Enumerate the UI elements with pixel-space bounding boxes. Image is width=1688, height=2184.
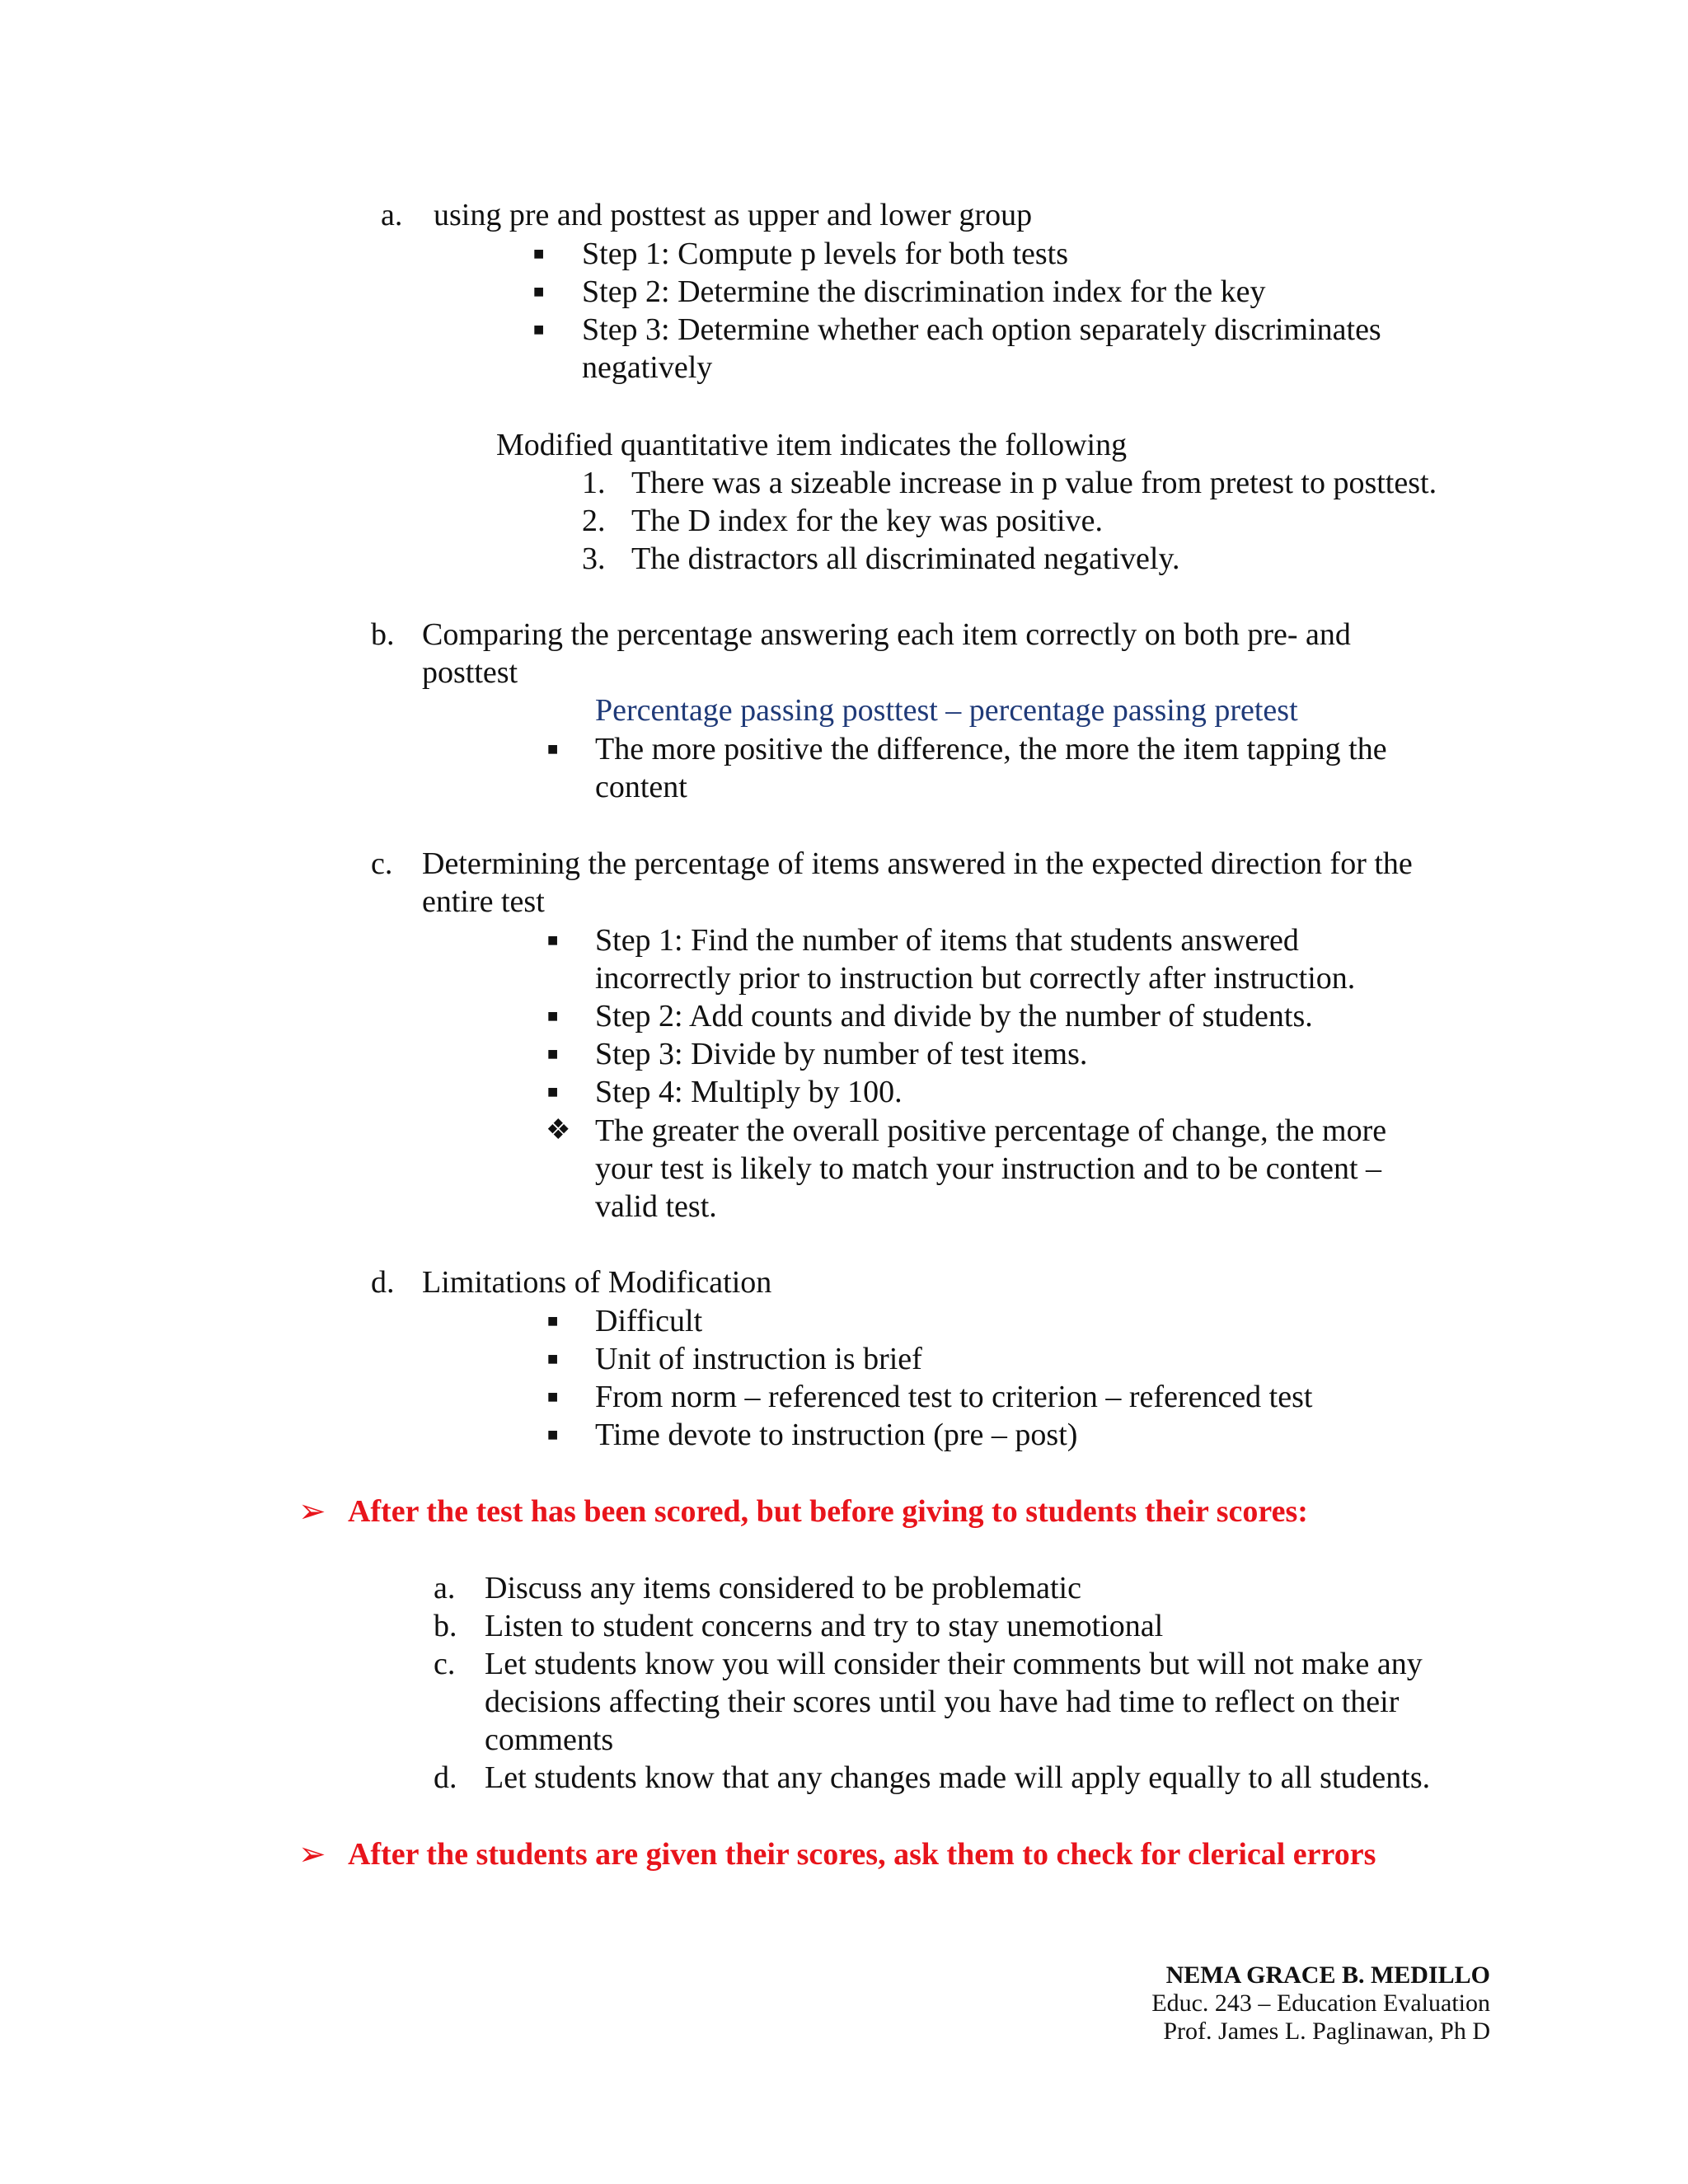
list-item-continuation: decisions affecting their scores until you have had time to reflect on their [485,1685,1400,1719]
section-c-note: The greater the overall positive percentage of change, the more [595,1113,1387,1148]
list-marker: c. [434,1647,456,1681]
numbered-marker: 2. [582,504,606,538]
diamond-bullet-icon: ❖ [546,1115,571,1146]
section-c-step: Step 2: Add counts and divide by the number of students. [595,999,1313,1033]
section-a-step: Step 2: Determine the discrimination index for the key [582,274,1266,309]
square-bullet-icon: ■ [547,1310,559,1331]
numbered-marker: 3. [582,541,606,576]
square-bullet-icon: ■ [533,243,545,264]
section-c-step: Step 3: Divide by number of test items. [595,1037,1088,1071]
square-bullet-icon: ■ [547,1424,559,1445]
professor-name: Prof. James L. Paglinawan, Ph D [1163,2018,1490,2045]
section-c-note: your test is likely to match your instruction and to be content – [595,1151,1382,1186]
section-c-step: Step 4: Multiply by 100. [595,1075,903,1109]
list-item: Listen to student concerns and try to stay unemotional [485,1609,1164,1643]
list-marker: a. [434,1571,456,1605]
arrowhead-bullet-icon: ➢ [298,1493,326,1530]
section-c-text: Determining the percentage of items answered in the expected direction for the [422,846,1413,881]
section-c-text: entire test [422,884,545,919]
numbered-item: The distractors all discriminated negatively. [631,541,1180,576]
section-b-text: posttest [422,655,518,690]
section-d-item: Unit of instruction is brief [595,1342,922,1376]
section-b-bullet: The more positive the difference, the more the item tapping the [595,732,1387,766]
section-d-item: Time devote to instruction (pre – post) [595,1418,1078,1452]
section-c-note: valid test. [595,1189,717,1224]
square-bullet-icon: ■ [547,738,559,759]
square-bullet-icon: ■ [533,281,545,302]
square-bullet-icon: ■ [547,1348,559,1369]
list-item: Let students know that any changes made will apply equally to all students. [485,1760,1431,1795]
section-d-item: From norm – referenced test to criterion – referenced test [595,1380,1313,1414]
list-marker: d. [434,1760,457,1795]
list-marker-b: b. [371,617,395,652]
list-item: Let students know you will consider their comments but will not make any [485,1647,1423,1681]
square-bullet-icon: ■ [533,319,545,340]
list-marker-d: d. [371,1265,395,1300]
square-bullet-icon: ■ [547,1081,559,1102]
square-bullet-icon: ■ [547,1386,559,1407]
section-a-step: Step 3: Determine whether each option separately discriminates [582,312,1381,347]
square-bullet-icon: ■ [547,1043,559,1064]
list-marker-c: c. [371,846,393,881]
arrowhead-bullet-icon: ➢ [298,1835,326,1872]
section-b-text: Comparing the percentage answering each item correctly on both pre- and [422,617,1351,652]
section-heading: After the test has been scored, but before giving to students their scores: [348,1494,1308,1529]
course-title: Educ. 243 – Education Evaluation [1151,1990,1490,2017]
numbered-item: There was a sizeable increase in p value from pretest to posttest. [631,466,1437,500]
author-name: NEMA GRACE B. MEDILLO [1165,1961,1490,1989]
list-item: Discuss any items considered to be problematic [485,1571,1081,1605]
section-c-step: Step 1: Find the number of items that students answered [595,923,1299,958]
numbered-marker: 1. [582,466,606,500]
section-d-title: Limitations of Modification [422,1265,772,1300]
list-marker: b. [434,1609,457,1643]
section-a-text: using pre and posttest as upper and lower group [434,198,1033,232]
list-marker-a: a. [381,198,403,232]
section-b-bullet-continuation: content [595,770,687,804]
modified-heading: Modified quantitative item indicates the following [496,428,1128,462]
numbered-item: The D index for the key was positive. [631,504,1103,538]
section-a-step-continuation: negatively [582,350,713,385]
formula-text: Percentage passing posttest – percentage passing pretest [595,693,1298,728]
square-bullet-icon: ■ [547,1005,559,1026]
square-bullet-icon: ■ [547,930,559,950]
footer-block [1151,1961,1490,2046]
section-c-step-continuation: incorrectly prior to instruction but correctly after instruction. [595,961,1356,996]
section-d-item: Difficult [595,1304,703,1338]
section-heading: After the students are given their scores, ask them to check for clerical errors [348,1837,1376,1872]
section-a-step: Step 1: Compute p levels for both tests [582,237,1069,271]
list-item-continuation: comments [485,1722,614,1757]
